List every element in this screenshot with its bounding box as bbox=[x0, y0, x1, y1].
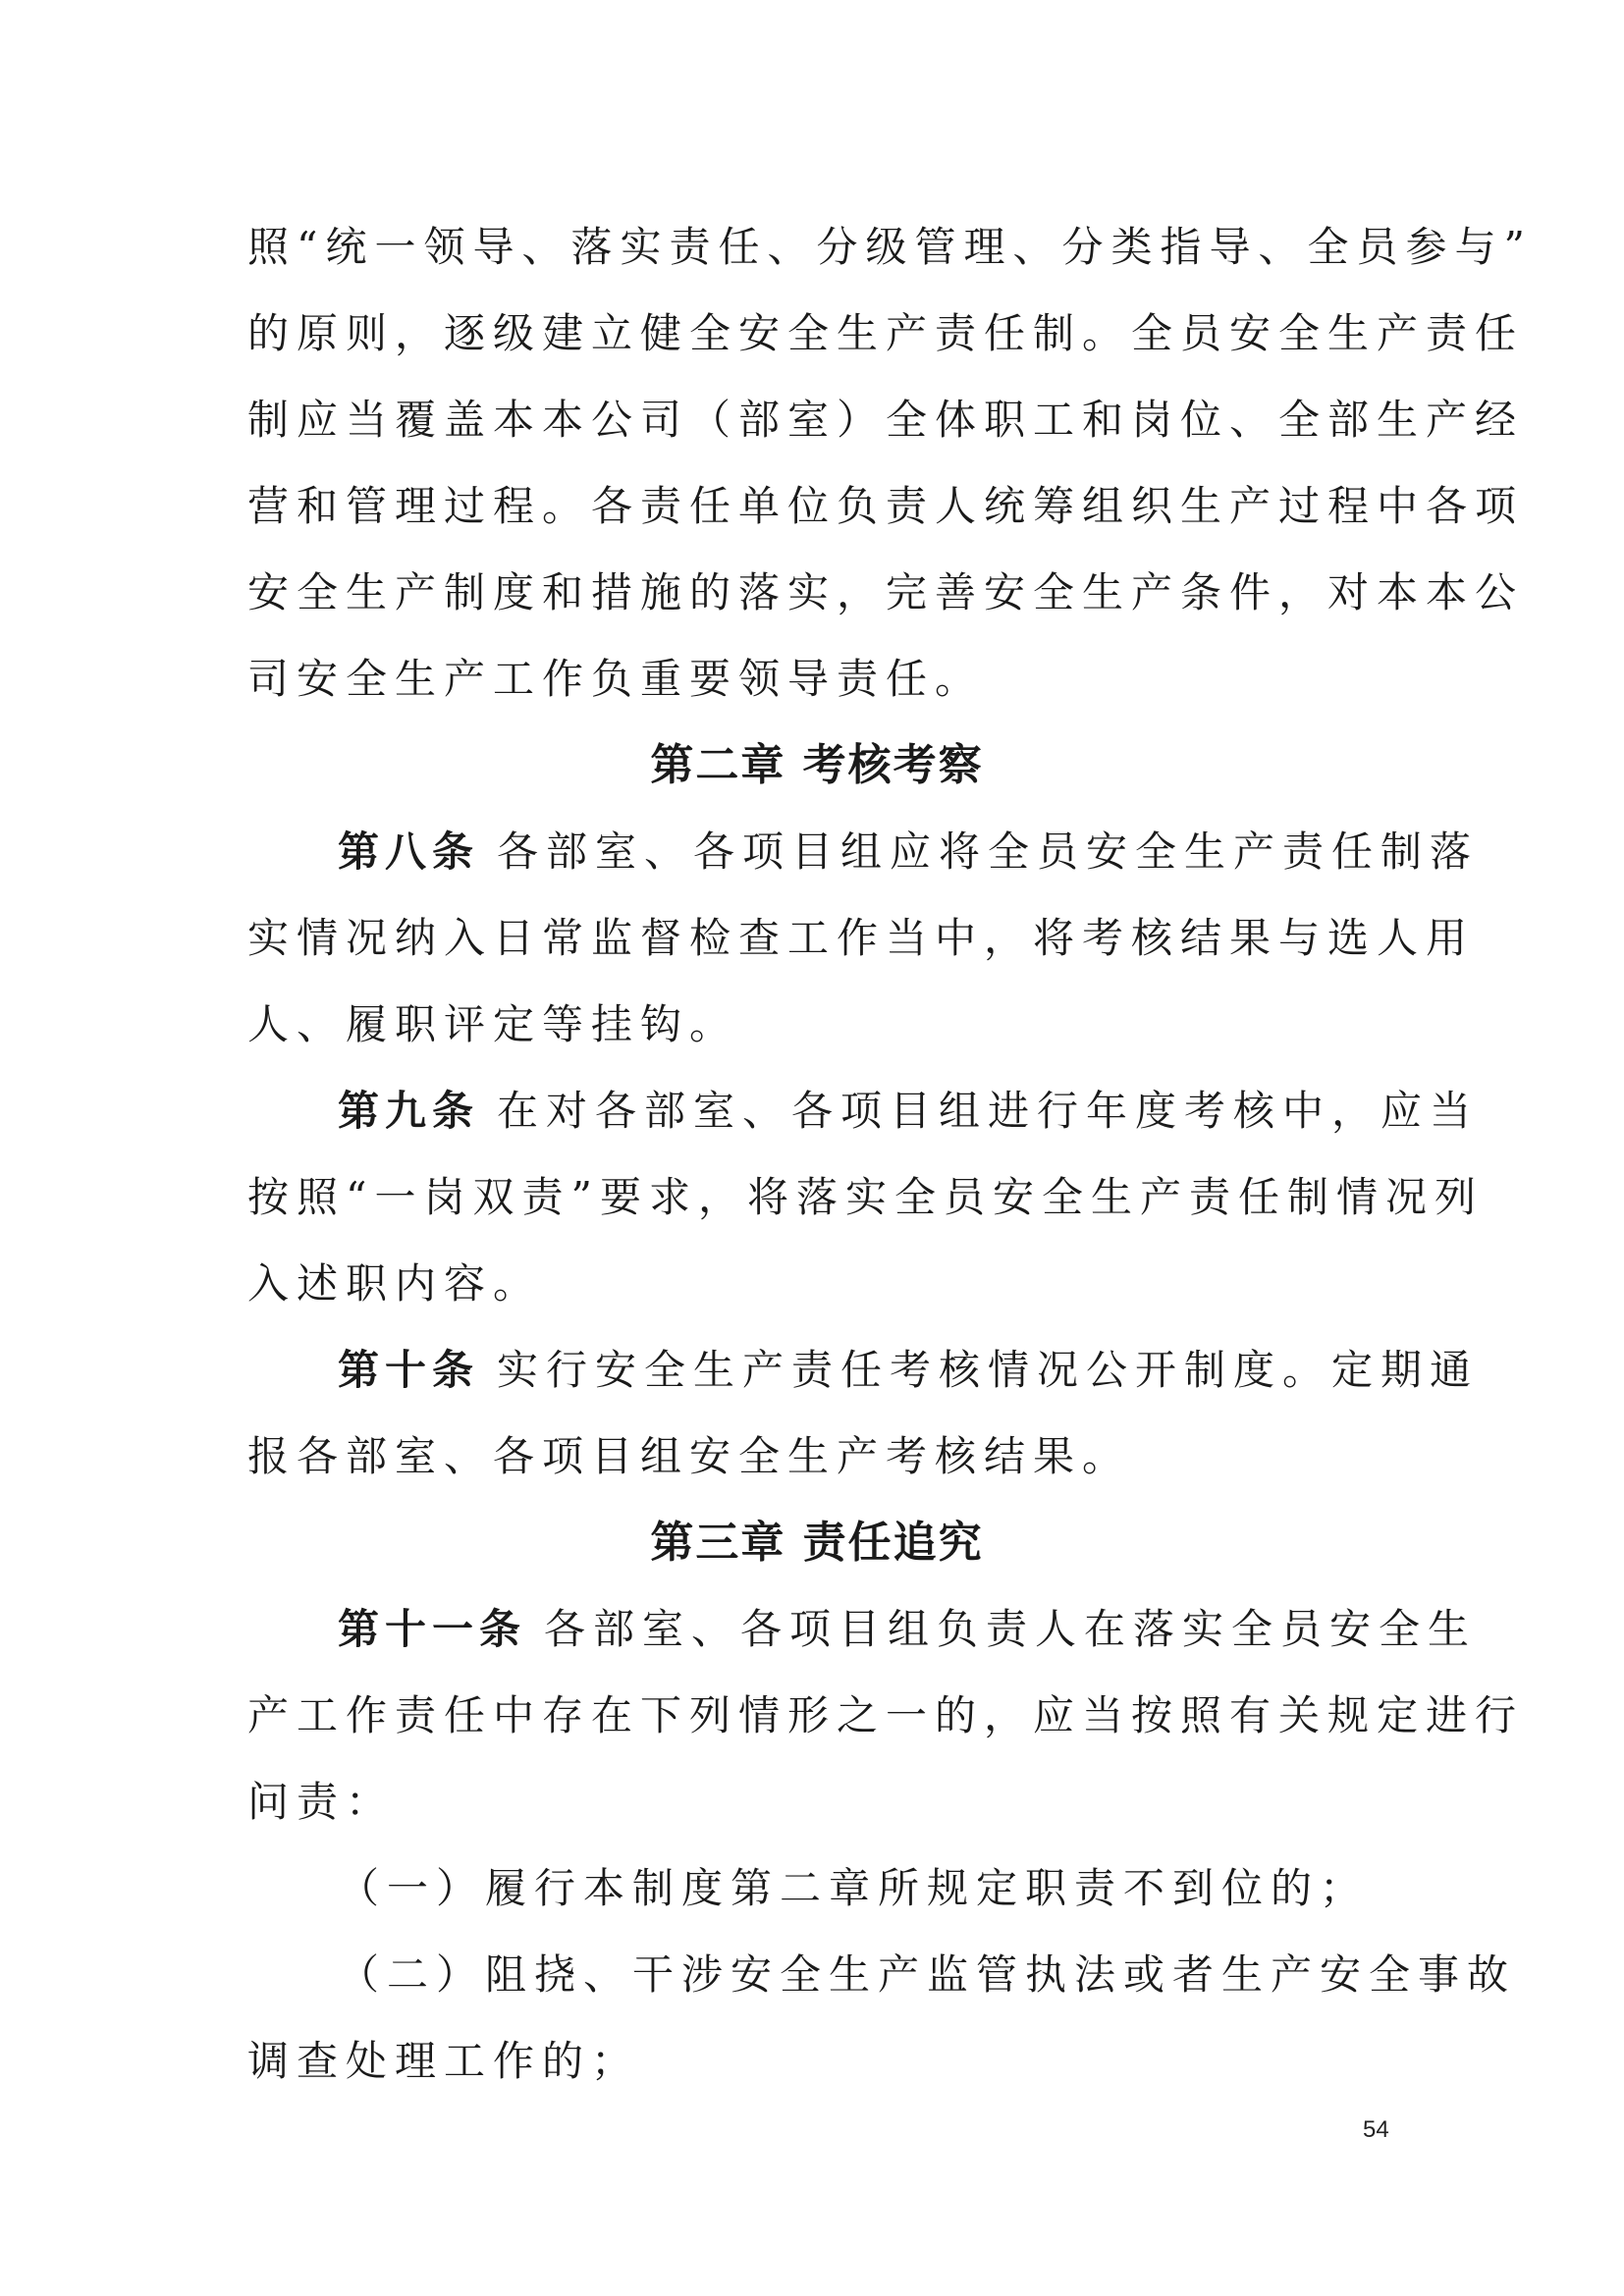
intro-paragraph bbox=[247, 204, 1533, 722]
paragraph-line: 实情况纳入日常监督检查工作当中，将考核结果与选人用 bbox=[247, 914, 1476, 962]
paragraph-line: 问责： bbox=[247, 1778, 396, 1826]
list-item-2 bbox=[247, 1932, 1517, 2105]
paragraph-line: 报各部室、各项目组安全生产考核结果。 bbox=[247, 1432, 1132, 1480]
article-text: 在对各部室、各项目组进行年度考核中，应当 bbox=[497, 1087, 1480, 1135]
article-10 bbox=[247, 1327, 1480, 1500]
paragraph-line bbox=[247, 1068, 1480, 1154]
article-label: 第十条 bbox=[338, 1346, 480, 1394]
page-number: 54 bbox=[1363, 2116, 1389, 2143]
paragraph-line: 产工作责任中存在下列情形之一的，应当按照有关规定进行 bbox=[247, 1691, 1525, 1739]
paragraph-line bbox=[247, 1327, 1480, 1414]
article-label: 第十一条 bbox=[338, 1605, 527, 1653]
article-label: 第八条 bbox=[338, 828, 480, 876]
article-text: 各部室、各项目组负责人在落实全员安全生 bbox=[544, 1605, 1478, 1653]
paragraph-line: 入述职内容。 bbox=[247, 1259, 543, 1308]
article-text: 实行安全生产责任考核情况公开制度。定期通 bbox=[497, 1346, 1480, 1394]
paragraph-line: 照“统一领导、落实责任、分级管理、分类指导、全员参与” bbox=[247, 223, 1533, 271]
paragraph-line bbox=[247, 809, 1480, 895]
article-9 bbox=[247, 1068, 1484, 1327]
chapter-heading: 第二章 考核考察 bbox=[650, 740, 984, 790]
list-item-1 bbox=[247, 1845, 1386, 1932]
paragraph-line: （二）阻挠、干涉安全生产监管执法或者生产安全事故 bbox=[338, 1950, 1517, 1999]
document-body bbox=[247, 204, 1533, 2105]
article-text: 各部室、各项目组应将全员安全生产责任制落 bbox=[497, 828, 1480, 876]
chapter-heading: 第三章 责任追究 bbox=[650, 1518, 984, 1568]
paragraph-line: 制应当覆盖本本公司（部室）全体职工和岗位、全部生产经 bbox=[247, 396, 1525, 444]
paragraph-line: 司安全生产工作负重要领导责任。 bbox=[247, 655, 985, 703]
paragraph-line: 按照“一岗双责”要求，将落实全员安全生产责任制情况列 bbox=[247, 1173, 1484, 1221]
paragraph-line: 调查处理工作的； bbox=[247, 2037, 641, 2085]
paragraph-line: 安全生产制度和措施的落实，完善安全生产条件，对本本公 bbox=[247, 568, 1525, 616]
article-8 bbox=[247, 809, 1480, 1068]
article-11 bbox=[247, 1586, 1525, 1845]
paragraph-line: （一）履行本制度第二章所规定职责不到位的； bbox=[338, 1864, 1370, 1912]
article-label: 第九条 bbox=[338, 1087, 480, 1135]
paragraph-line: 人、履职评定等挂钩。 bbox=[247, 1000, 739, 1048]
paragraph-line: 的原则，逐级建立健全安全生产责任制。全员安全生产责任 bbox=[247, 309, 1525, 357]
paragraph-line: 营和管理过程。各责任单位负责人统筹组织生产过程中各项 bbox=[247, 482, 1525, 530]
paragraph-line bbox=[247, 1586, 1478, 1673]
